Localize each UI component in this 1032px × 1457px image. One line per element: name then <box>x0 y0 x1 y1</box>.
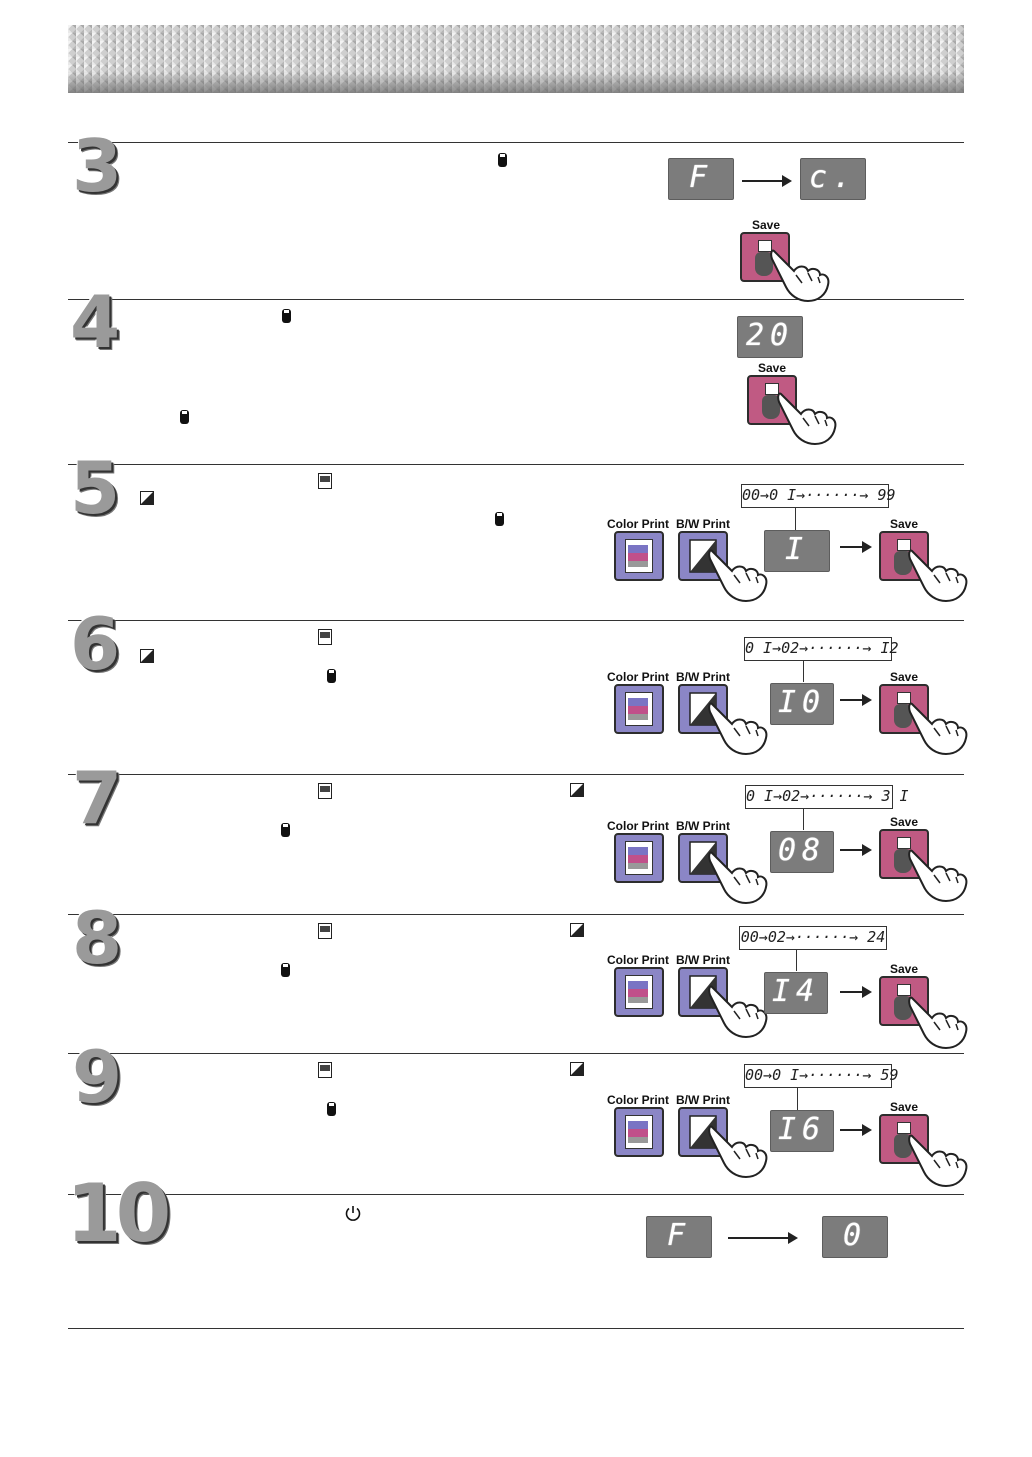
pressing-hand-icon <box>908 845 968 903</box>
bw-print-icon <box>570 923 584 937</box>
arrow-right-icon <box>840 1129 870 1131</box>
step-number: 7 <box>72 756 123 840</box>
color-print-icon <box>318 923 332 939</box>
color-print-label: Color Print <box>607 670 669 684</box>
bw-print-label: B/W Print <box>676 517 730 531</box>
led-display: 20 <box>737 316 803 358</box>
value-range-sequence: 00→0 I→······→ 99 <box>741 484 889 508</box>
divider <box>68 1194 964 1195</box>
save-button-icon <box>327 1102 336 1116</box>
save-label: Save <box>889 815 919 829</box>
bw-print-label: B/W Print <box>676 1093 730 1107</box>
save-button-icon <box>282 309 291 323</box>
color-print-label: Color Print <box>607 517 669 531</box>
step-number: 9 <box>72 1035 123 1119</box>
divider <box>68 914 964 915</box>
led-display: I0 <box>770 683 834 725</box>
pressing-hand-icon <box>777 388 837 446</box>
color-print-label: Color Print <box>607 819 669 833</box>
arrow-right-icon <box>840 546 870 548</box>
connector-line <box>803 660 804 682</box>
bw-print-icon <box>570 783 584 797</box>
step-number: 10 <box>66 1167 166 1260</box>
step-number: 4 <box>70 280 121 364</box>
pressing-hand-icon <box>908 698 968 756</box>
power-icon <box>344 1204 362 1222</box>
divider <box>68 1053 964 1054</box>
led-display: F I <box>668 158 734 200</box>
save-button-icon <box>180 410 189 424</box>
pressing-hand-icon <box>708 847 768 905</box>
pressing-hand-icon <box>770 245 830 303</box>
pressing-hand-icon <box>708 981 768 1039</box>
led-display: 08 <box>770 831 834 873</box>
arrow-right-icon <box>728 1237 796 1239</box>
save-label: Save <box>889 1100 919 1114</box>
step-number: 8 <box>72 896 123 980</box>
save-button-icon <box>495 512 504 526</box>
save-button-icon <box>281 823 290 837</box>
save-label: Save <box>757 361 787 375</box>
pressing-hand-icon <box>708 698 768 756</box>
save-label: Save <box>751 218 781 232</box>
bw-print-icon <box>140 491 154 505</box>
connector-line <box>803 808 804 830</box>
bw-print-icon <box>570 1062 584 1076</box>
save-button-icon <box>327 669 336 683</box>
header-shadow <box>68 71 964 93</box>
color-print-icon <box>318 783 332 799</box>
pressing-hand-icon <box>708 545 768 603</box>
pressing-hand-icon <box>908 992 968 1050</box>
color-print-label: Color Print <box>607 1093 669 1107</box>
step-number: 5 <box>70 446 121 530</box>
divider <box>68 774 964 775</box>
bw-print-label: B/W Print <box>676 819 730 833</box>
value-range-sequence: 0 I→02→······→ I2 <box>744 637 892 661</box>
color-print-label: Color Print <box>607 953 669 967</box>
value-range-sequence: 00→02→······→ 24 <box>739 926 887 950</box>
arrow-right-icon <box>840 849 870 851</box>
step-number: 3 <box>72 124 123 208</box>
divider <box>68 620 964 621</box>
arrow-right-icon <box>742 180 790 182</box>
led-display: I I <box>764 530 830 572</box>
led-display: 0 I <box>822 1216 888 1258</box>
pressing-hand-icon <box>708 1121 768 1179</box>
save-label: Save <box>889 517 919 531</box>
arrow-right-icon <box>840 991 870 993</box>
connector-line <box>795 507 796 531</box>
color-print-button[interactable] <box>614 1107 664 1157</box>
bw-print-icon <box>140 649 154 663</box>
bw-print-label: B/W Print <box>676 670 730 684</box>
divider <box>68 142 964 143</box>
led-display: F I <box>646 1216 712 1258</box>
color-print-button[interactable] <box>614 967 664 1017</box>
save-button-icon <box>498 153 507 167</box>
connector-line <box>796 949 797 971</box>
connector-line <box>797 1087 798 1111</box>
color-print-icon <box>318 473 332 489</box>
led-display: I4 <box>764 972 828 1014</box>
pressing-hand-icon <box>908 1130 968 1188</box>
value-range-sequence: 00→0 I→······→ 59 <box>744 1064 892 1088</box>
header-banner <box>68 25 964 93</box>
arrow-right-icon <box>840 699 870 701</box>
pressing-hand-icon <box>908 545 968 603</box>
divider <box>68 1328 964 1329</box>
save-label: Save <box>889 962 919 976</box>
value-range-sequence: 0 I→02→······→ 3 I <box>745 785 893 809</box>
step-number: 6 <box>70 602 121 686</box>
color-print-button[interactable] <box>614 833 664 883</box>
save-button-icon <box>281 963 290 977</box>
color-print-button[interactable] <box>614 531 664 581</box>
divider <box>68 464 964 465</box>
save-label: Save <box>889 670 919 684</box>
color-print-icon <box>318 1062 332 1078</box>
bw-print-label: B/W Print <box>676 953 730 967</box>
led-display: c. I <box>800 158 866 200</box>
led-display: I6 <box>770 1110 834 1152</box>
color-print-icon <box>318 629 332 645</box>
color-print-button[interactable] <box>614 684 664 734</box>
